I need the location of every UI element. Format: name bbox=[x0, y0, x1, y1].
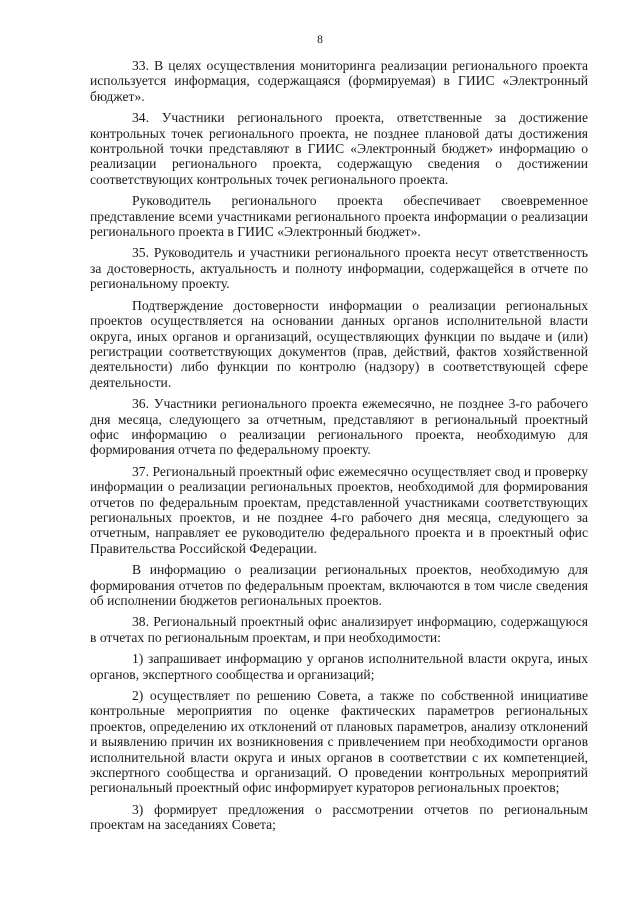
paragraph-38-item-2: 2) осуществляет по решению Совета, а также по собственной инициативе контрольные мероприятия по оценке фактических параметров региональных проектов, определению их отклонений от плановых параметров, анализу отклонений и выявлению причин их возникновения с привлечением при необходимости органов исполнительной власти округа и иных органов в соответствии с их компетенцией, экспертного сообщества и организаций. О проведении контрольных мероприятий региональный проектный офис информирует кураторов региональных проектов; bbox=[90, 688, 588, 796]
paragraph-35-confirmation: Подтверждение достоверности информации о реализации региональных проектов осуществляется на основании данных органов исполнительной власти округа, иных органов и организаций, осуществляющих функции по выдаче и (или) регистрации соответствующих документов (прав, действий, фактов хозяйственной деятельности) либо функции по контролю (надзору) в соответствующей сфере деятельности. bbox=[90, 297, 588, 390]
document-body bbox=[90, 58, 588, 839]
paragraph-34-supervisor: Руководитель регионального проекта обеспечивает своевременное представление всеми участниками регионального проекта информации о реализации регионального проекта в ГИИС «Электронный бюджет». bbox=[90, 193, 588, 240]
paragraph-38-item-3: 3) формирует предложения о рассмотрении отчетов по региональным проектам на заседаниях Совета; bbox=[90, 801, 588, 833]
paragraph-33: 33. В целях осуществления мониторинга реализации регионального проекта используется информация, содержащаяся (формируемая) в ГИИС «Электронный бюджет». bbox=[90, 58, 588, 104]
paragraph-37-budget: В информацию о реализации региональных проектов, необходимую для формирования отчетов по федеральным проектам, включаются в том числе сведения об исполнении бюджетов региональных проектов. bbox=[90, 562, 588, 608]
page-number: 8 bbox=[317, 34, 323, 46]
paragraph-34: 34. Участники регионального проекта, ответственные за достижение контрольных точек регионального проекта, не позднее плановой даты достижения контрольной точки представляют в ГИИС «Электронный бюджет» информацию о реализации регионального проекта, содержащую сведения о достижении соответствующих контрольных точек регионального проекта. bbox=[90, 110, 588, 187]
paragraph-38: 38. Региональный проектный офис анализирует информацию, содержащуюся в отчетах по региональным проектам, и при необходимости: bbox=[90, 614, 588, 645]
paragraph-35: 35. Руководитель и участники регионального проекта несут ответственность за достоверность, актуальность и полноту информации, содержащейся в отчете по региональному проекту. bbox=[90, 245, 588, 292]
paragraph-38-item-1: 1) запрашивает информацию у органов исполнительной власти округа, иных органов, экспертного сообщества и организаций; bbox=[90, 651, 588, 682]
paragraph-37: 37. Региональный проектный офис ежемесячно осуществляет свод и проверку информации о реализации региональных проектов, необходимой для формирования отчетов по федеральным проектам, представленной участниками соответствующих региональных проектов, и не позднее 4-го рабочего дня месяца, следующего за отчетным, направляет ее руководителю федерального проекта и в проектный офис Правительства Российской Федерации. bbox=[90, 463, 588, 556]
paragraph-36: 36. Участники регионального проекта ежемесячно, не позднее 3-го рабочего дня месяца, следующего за отчетным, представляют в региональный проектный офис информацию о реализации регионального проекта, необходимую для формирования отчета по федеральному проекту. bbox=[90, 396, 588, 458]
